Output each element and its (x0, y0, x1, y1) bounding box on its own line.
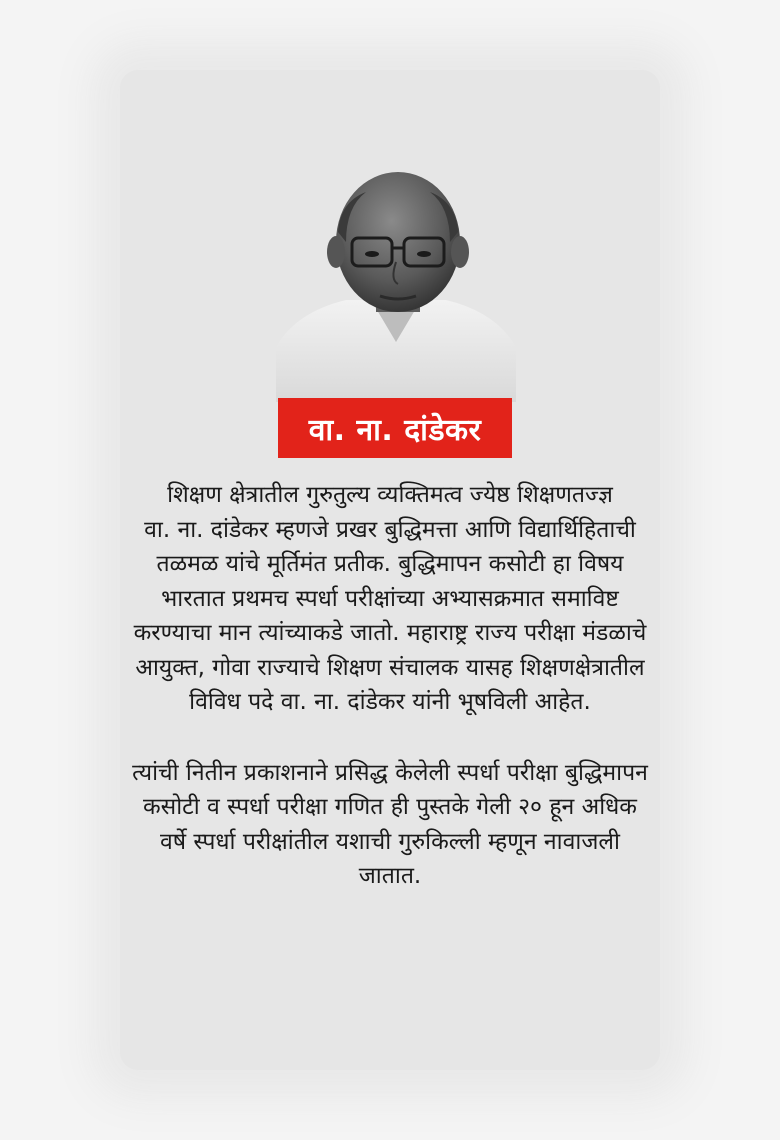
bio-paragraph-2: वा. ना. दांडेकर म्हणजे प्रखर बुद्धिमत्ता आणि विद्यार्थिहिताची तळमळ यांचे मूर्तिमंत प्रतीक. बुद्धिमापन कसोटी हा विषय भारतात प्रथमच स्पर्धा परीक्षांच्या अभ्यासक्रमात समाविष्ट करण्याचा मान त्यांच्याकडे जातो. महाराष्ट्र राज्य परीक्षा मंडळाचे आयुक्त, गोवा राज्याचे शिक्षण संचालक यासह शिक्षणक्षेत्रातील विविध पदे वा. ना. दांडेकर यांनी भूषविली आहेत. (133, 516, 647, 715)
bio-paragraph-3: त्यांची नितीन प्रकाशनाने प्रसिद्ध केलेली स्पर्धा परीक्षा बुद्धिमापन कसोटी व स्पर्धा परीक्षा गणित ही पुस्तके गेली २० हून अधिक वर्षे स्पर्धा परीक्षांतील यशाची गुरुकिल्ली म्हणून नावाजली जातात. (132, 759, 648, 889)
paragraph-spacer (130, 720, 650, 756)
author-portrait (276, 172, 516, 402)
portrait-photo (276, 172, 516, 402)
name-banner (278, 398, 512, 458)
author-name: वा. ना. दांडेकर (308, 412, 482, 448)
bio-paragraph-1: शिक्षण क्षेत्रातील गुरुतुल्य व्यक्तिमत्व ज्येष्ठ शिक्षणतज्ज्ञ (167, 482, 613, 508)
author-bio (130, 478, 650, 894)
